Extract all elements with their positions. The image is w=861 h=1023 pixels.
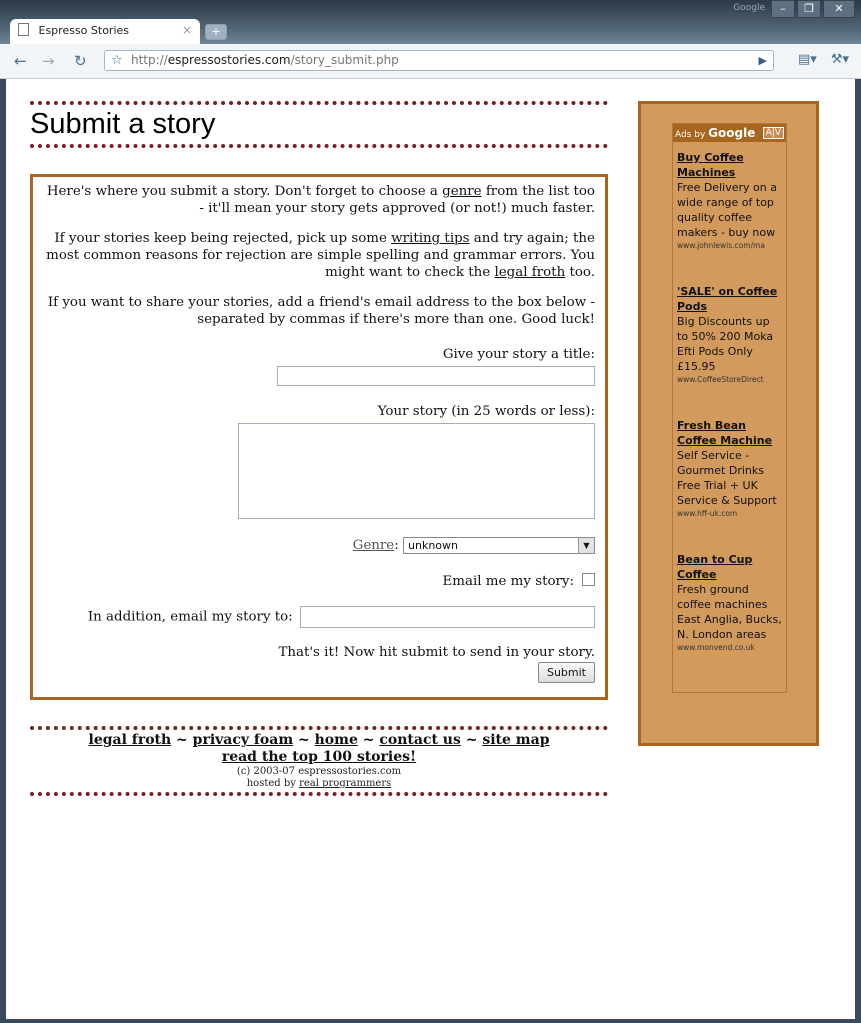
- url-path: /story_submit.php: [290, 53, 399, 67]
- tab-title: Espresso Stories: [38, 24, 130, 37]
- email-me-checkbox[interactable]: [582, 573, 595, 586]
- minimize-button[interactable]: –: [771, 0, 795, 18]
- ad-sidebar: [638, 101, 819, 746]
- footer-link-home[interactable]: home: [314, 732, 358, 748]
- intro-text: and try again; the most common reasons for rejection are simple spelling and grammar errors. You might want to check the: [46, 231, 595, 280]
- address-bar[interactable]: [104, 50, 774, 71]
- ad-title[interactable]: Buy Coffee Machines: [677, 151, 744, 179]
- back-icon[interactable]: ←: [14, 52, 27, 70]
- go-icon[interactable]: ▶: [758, 54, 767, 67]
- genre-selected-value: unknown: [408, 539, 458, 552]
- submit-button[interactable]: Submit: [538, 662, 595, 683]
- submit-form: [30, 174, 608, 700]
- hosted-by: [30, 778, 608, 790]
- email-me-label: Email me my story:: [442, 574, 574, 589]
- footer-link-privacy-foam[interactable]: privacy foam: [192, 732, 294, 748]
- wrench-menu-icon[interactable]: ⚒▾: [830, 52, 849, 67]
- footer-link-legal-froth[interactable]: legal froth: [88, 732, 172, 748]
- google-brand: Google: [708, 126, 756, 140]
- ad-url[interactable]: www.CoffeeStoreDirect: [677, 375, 764, 384]
- story-label: Your story (in 25 words or less):: [377, 404, 595, 419]
- intro-paragraph-2: [43, 230, 595, 281]
- ad-item[interactable]: [673, 418, 786, 520]
- browser-toolbar: [0, 44, 861, 79]
- footer: [30, 726, 608, 796]
- ad-url[interactable]: www.hff-uk.com: [677, 509, 738, 518]
- ad-title[interactable]: Bean to Cup Coffee: [677, 553, 753, 581]
- footer-separator: ~: [171, 732, 193, 748]
- bookmark-star-icon[interactable]: ☆: [111, 53, 123, 68]
- real-programmers-link[interactable]: real programmers: [299, 778, 392, 789]
- footer-separator: ~: [357, 732, 380, 748]
- email-to-label: In addition, email my story to:: [87, 609, 293, 625]
- footer-separator: ~: [293, 732, 315, 748]
- email-to-input[interactable]: [300, 606, 595, 628]
- new-tab-button[interactable]: +: [205, 24, 227, 40]
- tab-close-icon[interactable]: ×: [181, 23, 192, 37]
- url-protocol: http://: [131, 53, 168, 67]
- ad-item[interactable]: [673, 552, 786, 654]
- window-label: Google: [733, 3, 765, 13]
- intro-paragraph-3: If you want to share your stories, add a friend's email address to the box below - separated by commas if there's more than one. Good luck!: [47, 295, 595, 327]
- reload-icon[interactable]: ↻: [74, 52, 87, 70]
- dotted-divider: [30, 144, 608, 148]
- ad-description: Free Delivery on a wide range of top quality coffee makers - buy now: [677, 181, 777, 239]
- footer-link-contact-us[interactable]: contact us: [379, 732, 461, 748]
- hosted-prefix: hosted by: [246, 778, 300, 789]
- close-window-button[interactable]: ✕: [823, 0, 855, 18]
- ad-title[interactable]: Fresh Bean Coffee Machine: [677, 419, 773, 447]
- ad-description: Big Discounts up to 50% 200 Moka Efti Pods Only £15.95: [677, 315, 774, 373]
- ad-item[interactable]: [673, 150, 786, 252]
- genre-link[interactable]: genre: [442, 184, 482, 199]
- intro-text: If your stories keep being rejected, pick up some: [54, 231, 392, 246]
- ads-by-google-header[interactable]: [673, 124, 786, 142]
- page-menu-icon[interactable]: ▤▾: [798, 52, 817, 67]
- url-host: espressostories.com: [167, 53, 291, 67]
- top-100-link[interactable]: read the top 100 stories!: [221, 749, 417, 765]
- copyright: (c) 2003-07 espressostories.com: [236, 766, 402, 777]
- ad-description: Self Service - Gourmet Drinks Free Trial + UK Service & Support: [677, 449, 777, 507]
- maximize-button[interactable]: ❐: [797, 0, 821, 18]
- ad-url[interactable]: www.johnlewis.com/ma: [677, 241, 765, 250]
- intro-text: from the list too - it'll mean your story gets approved (or not!) much faster.: [199, 184, 595, 216]
- intro-text: Here's where you submit a story. Don't forget to choose a: [46, 184, 443, 199]
- ads-by-label: Ads by: [675, 130, 709, 140]
- dotted-divider: [30, 726, 608, 730]
- window-titlebar: [0, 0, 861, 44]
- page-title: Submit a story: [30, 108, 216, 140]
- dotted-divider: [30, 792, 608, 796]
- dotted-divider: [30, 101, 608, 105]
- writing-tips-link[interactable]: writing tips: [391, 231, 470, 246]
- genre-label-link[interactable]: Genre: [352, 538, 395, 553]
- page-icon: [18, 23, 29, 36]
- intro-text: too.: [565, 265, 595, 280]
- page-viewport: [6, 79, 855, 1019]
- ad-url[interactable]: www.monvend.co.uk: [677, 643, 755, 652]
- google-ads-unit: [672, 123, 787, 693]
- footer-links: [30, 732, 608, 766]
- main-column: [30, 101, 608, 796]
- genre-colon: :: [394, 538, 399, 553]
- intro-paragraph-1: [43, 183, 595, 217]
- ad-item[interactable]: [673, 284, 786, 386]
- story-textarea[interactable]: [238, 423, 595, 519]
- footer-separator: ~: [460, 732, 483, 748]
- genre-select[interactable]: [403, 537, 595, 554]
- ad-title[interactable]: 'SALE' on Coffee Pods: [677, 285, 778, 313]
- final-instruction: That's it! Now hit submit to send in your story.: [278, 645, 595, 660]
- title-label: Give your story a title:: [442, 347, 595, 362]
- legal-froth-link[interactable]: legal froth: [494, 265, 566, 280]
- ad-nav-icon[interactable]: A|V: [763, 127, 784, 139]
- forward-icon[interactable]: →: [42, 52, 55, 70]
- footer-link-site-map[interactable]: site map: [482, 732, 550, 748]
- dropdown-arrow-icon: ▼: [578, 538, 594, 553]
- tab-espresso-stories[interactable]: [10, 19, 200, 44]
- story-title-input[interactable]: [277, 366, 595, 386]
- ad-description: Fresh ground coffee machines East Anglia, Bucks, N. London areas: [677, 583, 782, 641]
